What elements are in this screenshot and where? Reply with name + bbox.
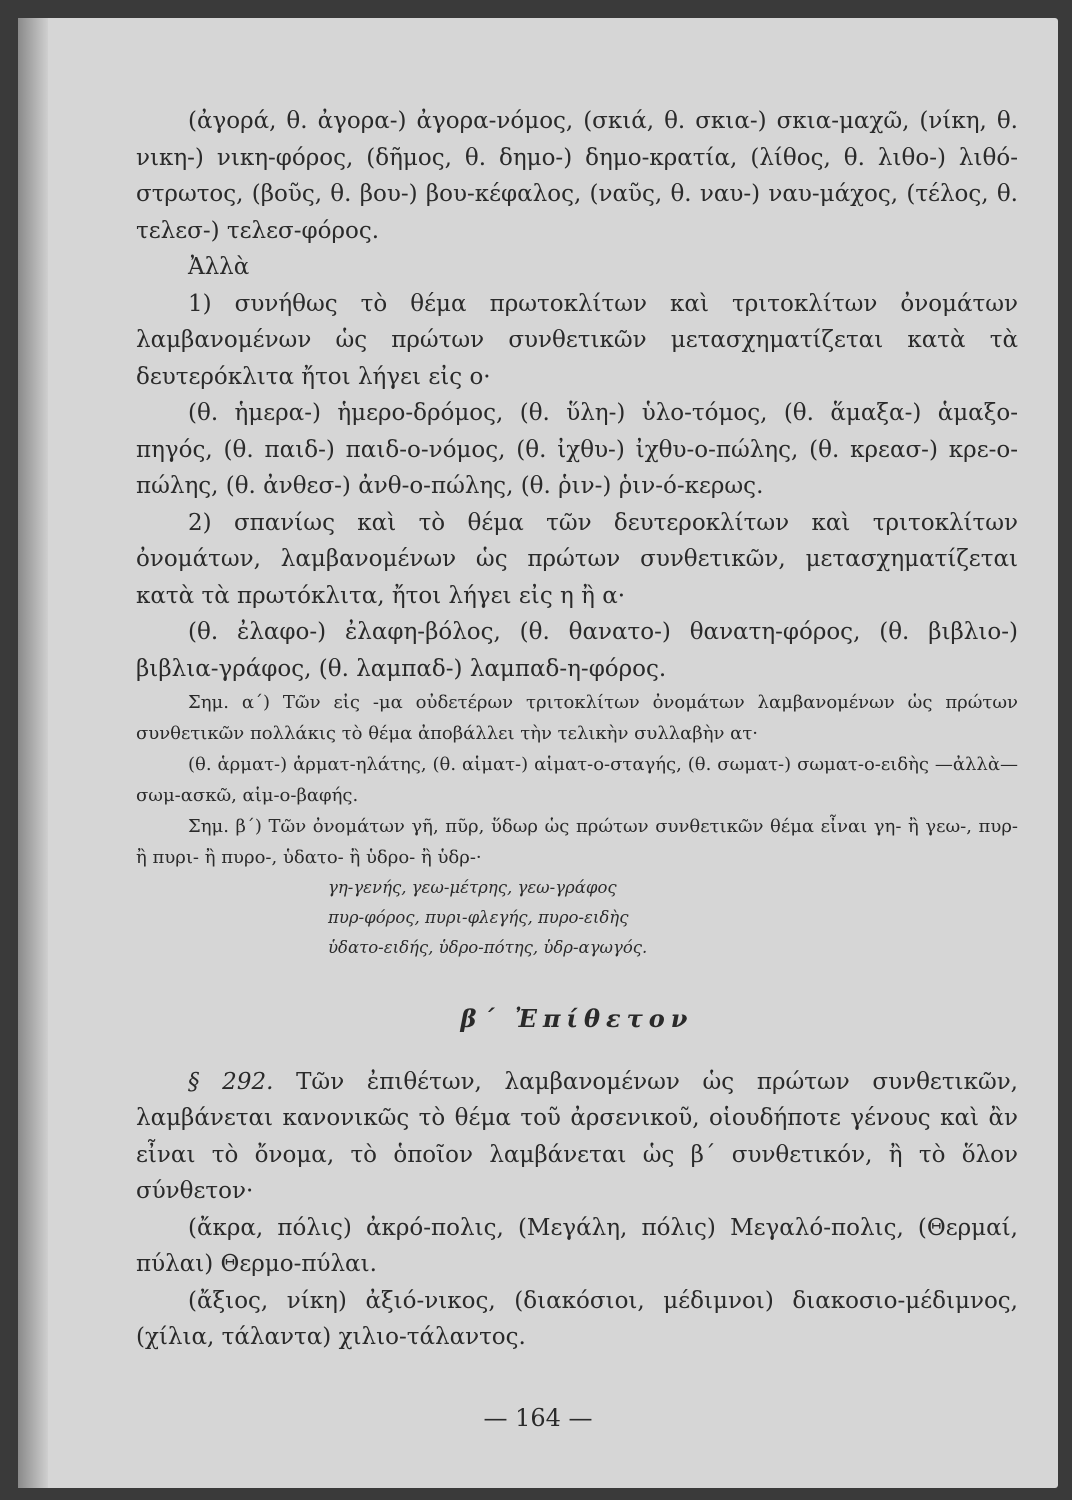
note-b: Σημ. β΄) Τῶν ὀνομάτων γῆ, πῦρ, ὕδωρ ὡς πρώτων συνθετικῶν θέμα εἶναι γη- ἢ γεω-, πυρ- ἢ πυρι- ἢ πυρο-, ὑδατο- ἢ ὑδρο- ἢ ὑδρ-· — [136, 816, 1018, 868]
paragraph-number: § 292. — [188, 1068, 274, 1095]
text-paragraph: Ἀλλὰ — [188, 254, 250, 280]
example-line: ὑδατο-ειδής, ὑδρο-πότης, ὑδρ-αγωγός. — [328, 938, 648, 957]
rule-2: 2) σπανίως καὶ τὸ θέμα τῶν δευτεροκλίτων καὶ τριτοκλίτων ὀνομάτων, λαμβανομένων ὡς πρώτων συνθετικῶν, μετασχηματίζεται κατὰ τὰ πρωτόκλιτα, ἤτοι λήγει εἰς η ἢ α· — [136, 509, 1018, 609]
paragraph-292-examples-2: (ἄξιος, νίκη) ἀξιό-νικος, (διακόσιοι, μέδιμνοι) διακοσιο-μέδιμνος, (χίλια, τάλαντα) χιλιο-τάλαντος. — [136, 1287, 1018, 1350]
paragraph-292 — [136, 1064, 1018, 1210]
rule-2-examples: (θ. ἐλαφο-) ἐλαφη-βόλος, (θ. θανατο-) θανατη-φόρος, (θ. βιβλιο-) βιβλια-γράφος, (θ. λαμπαδ-) λαμπαδ-η-φόρος. — [136, 619, 1018, 682]
page-spine — [18, 18, 48, 1488]
note-b-examples — [136, 873, 1018, 963]
book-page — [18, 18, 1058, 1488]
notes-block — [136, 687, 1018, 873]
section-heading: β΄ Ἐπίθετον — [460, 1004, 694, 1033]
note-a: Σημ. α΄) Τῶν εἰς -μα οὐδετέρων τριτοκλίτων ὀνομάτων λαμβανομένων ὡς πρώτων συνθετικῶν πολλάκις τὸ θέμα ἀποβάλλει τὴν τελικὴν συλλαβὴν ατ· — [136, 692, 1018, 744]
example-line: γη-γενής, γεω-μέτρης, γεω-γράφος — [328, 878, 617, 897]
text-paragraph: (ἀγορά, θ. ἀγορα-) ἀγορα-νόμος, (σκιά, θ. σκια-) σκια-μαχῶ, (νίκη, θ. νικη-) νικη-φόρος, (δῆμος, θ. δημο-) δημο-κρατία, (λίθος, θ. λιθο-) λιθό-στρωτος, (βοῦς, θ. βου-) βου-κέφαλος, (ναῦς, θ. ναυ-) ναυ-μάχος, (τέλος, θ. τελεσ-) τελεσ-φόρος. — [136, 108, 1018, 244]
page-number: — 164 — — [483, 1404, 593, 1432]
rule-1: 1) συνήθως τὸ θέμα πρωτοκλίτων καὶ τριτοκλίτων ὀνομάτων λαμβανομένων ὡς πρώτων συνθετικῶν μετασχηματίζεται κατὰ τὰ δευτερόκλιτα ἤτοι λήγει εἰς ο· — [136, 290, 1018, 390]
paragraph-text: Τῶν ἐπιθέτων, λαμβανομένων ὡς πρώτων συνθετικῶν, λαμβάνεται κανονικῶς τὸ θέμα τοῦ ἀρσενικοῦ, οἱουδήποτε γένους καὶ ἂν εἶναι τὸ ὄνομα, τὸ ὁποῖον λαμβάνεται ὡς β΄ συνθετικόν, ἢ τὸ ὅλον σύνθετον· — [136, 1068, 1018, 1204]
paragraph-292-examples-1: (ἄκρα, πόλις) ἀκρό-πολις, (Μεγάλη, πόλις) Μεγαλό-πολις, (Θερμαί, πύλαι) Θερμο-πύλαι. — [136, 1214, 1018, 1277]
example-line: πυρ-φόρος, πυρι-φλεγής, πυρο-ειδὴς — [328, 908, 629, 927]
page-text — [136, 103, 1018, 1356]
rule-1-examples: (θ. ἡμερα-) ἡμερο-δρόμος, (θ. ὕλη-) ὑλο-τόμος, (θ. ἅμαξα-) ἁμαξο-πηγός, (θ. παιδ-) παιδ-ο-νόμος, (θ. ἰχθυ-) ἰχθυ-ο-πώλης, (θ. κρεασ-) κρε-ο-πώλης, (θ. ἀνθεσ-) ἀνθ-ο-πώλης, (θ. ῥιν-) ῥιν-ό-κερως. — [136, 400, 1018, 499]
note-a-examples: (θ. ἁρματ-) ἁρματ-ηλάτης, (θ. αἱματ-) αἱματ-ο-σταγής, (θ. σωματ-) σωματ-ο-ειδὴς —ἀλλὰ— σωμ-ασκῶ, αἱμ-ο-βαφής. — [136, 754, 1018, 806]
